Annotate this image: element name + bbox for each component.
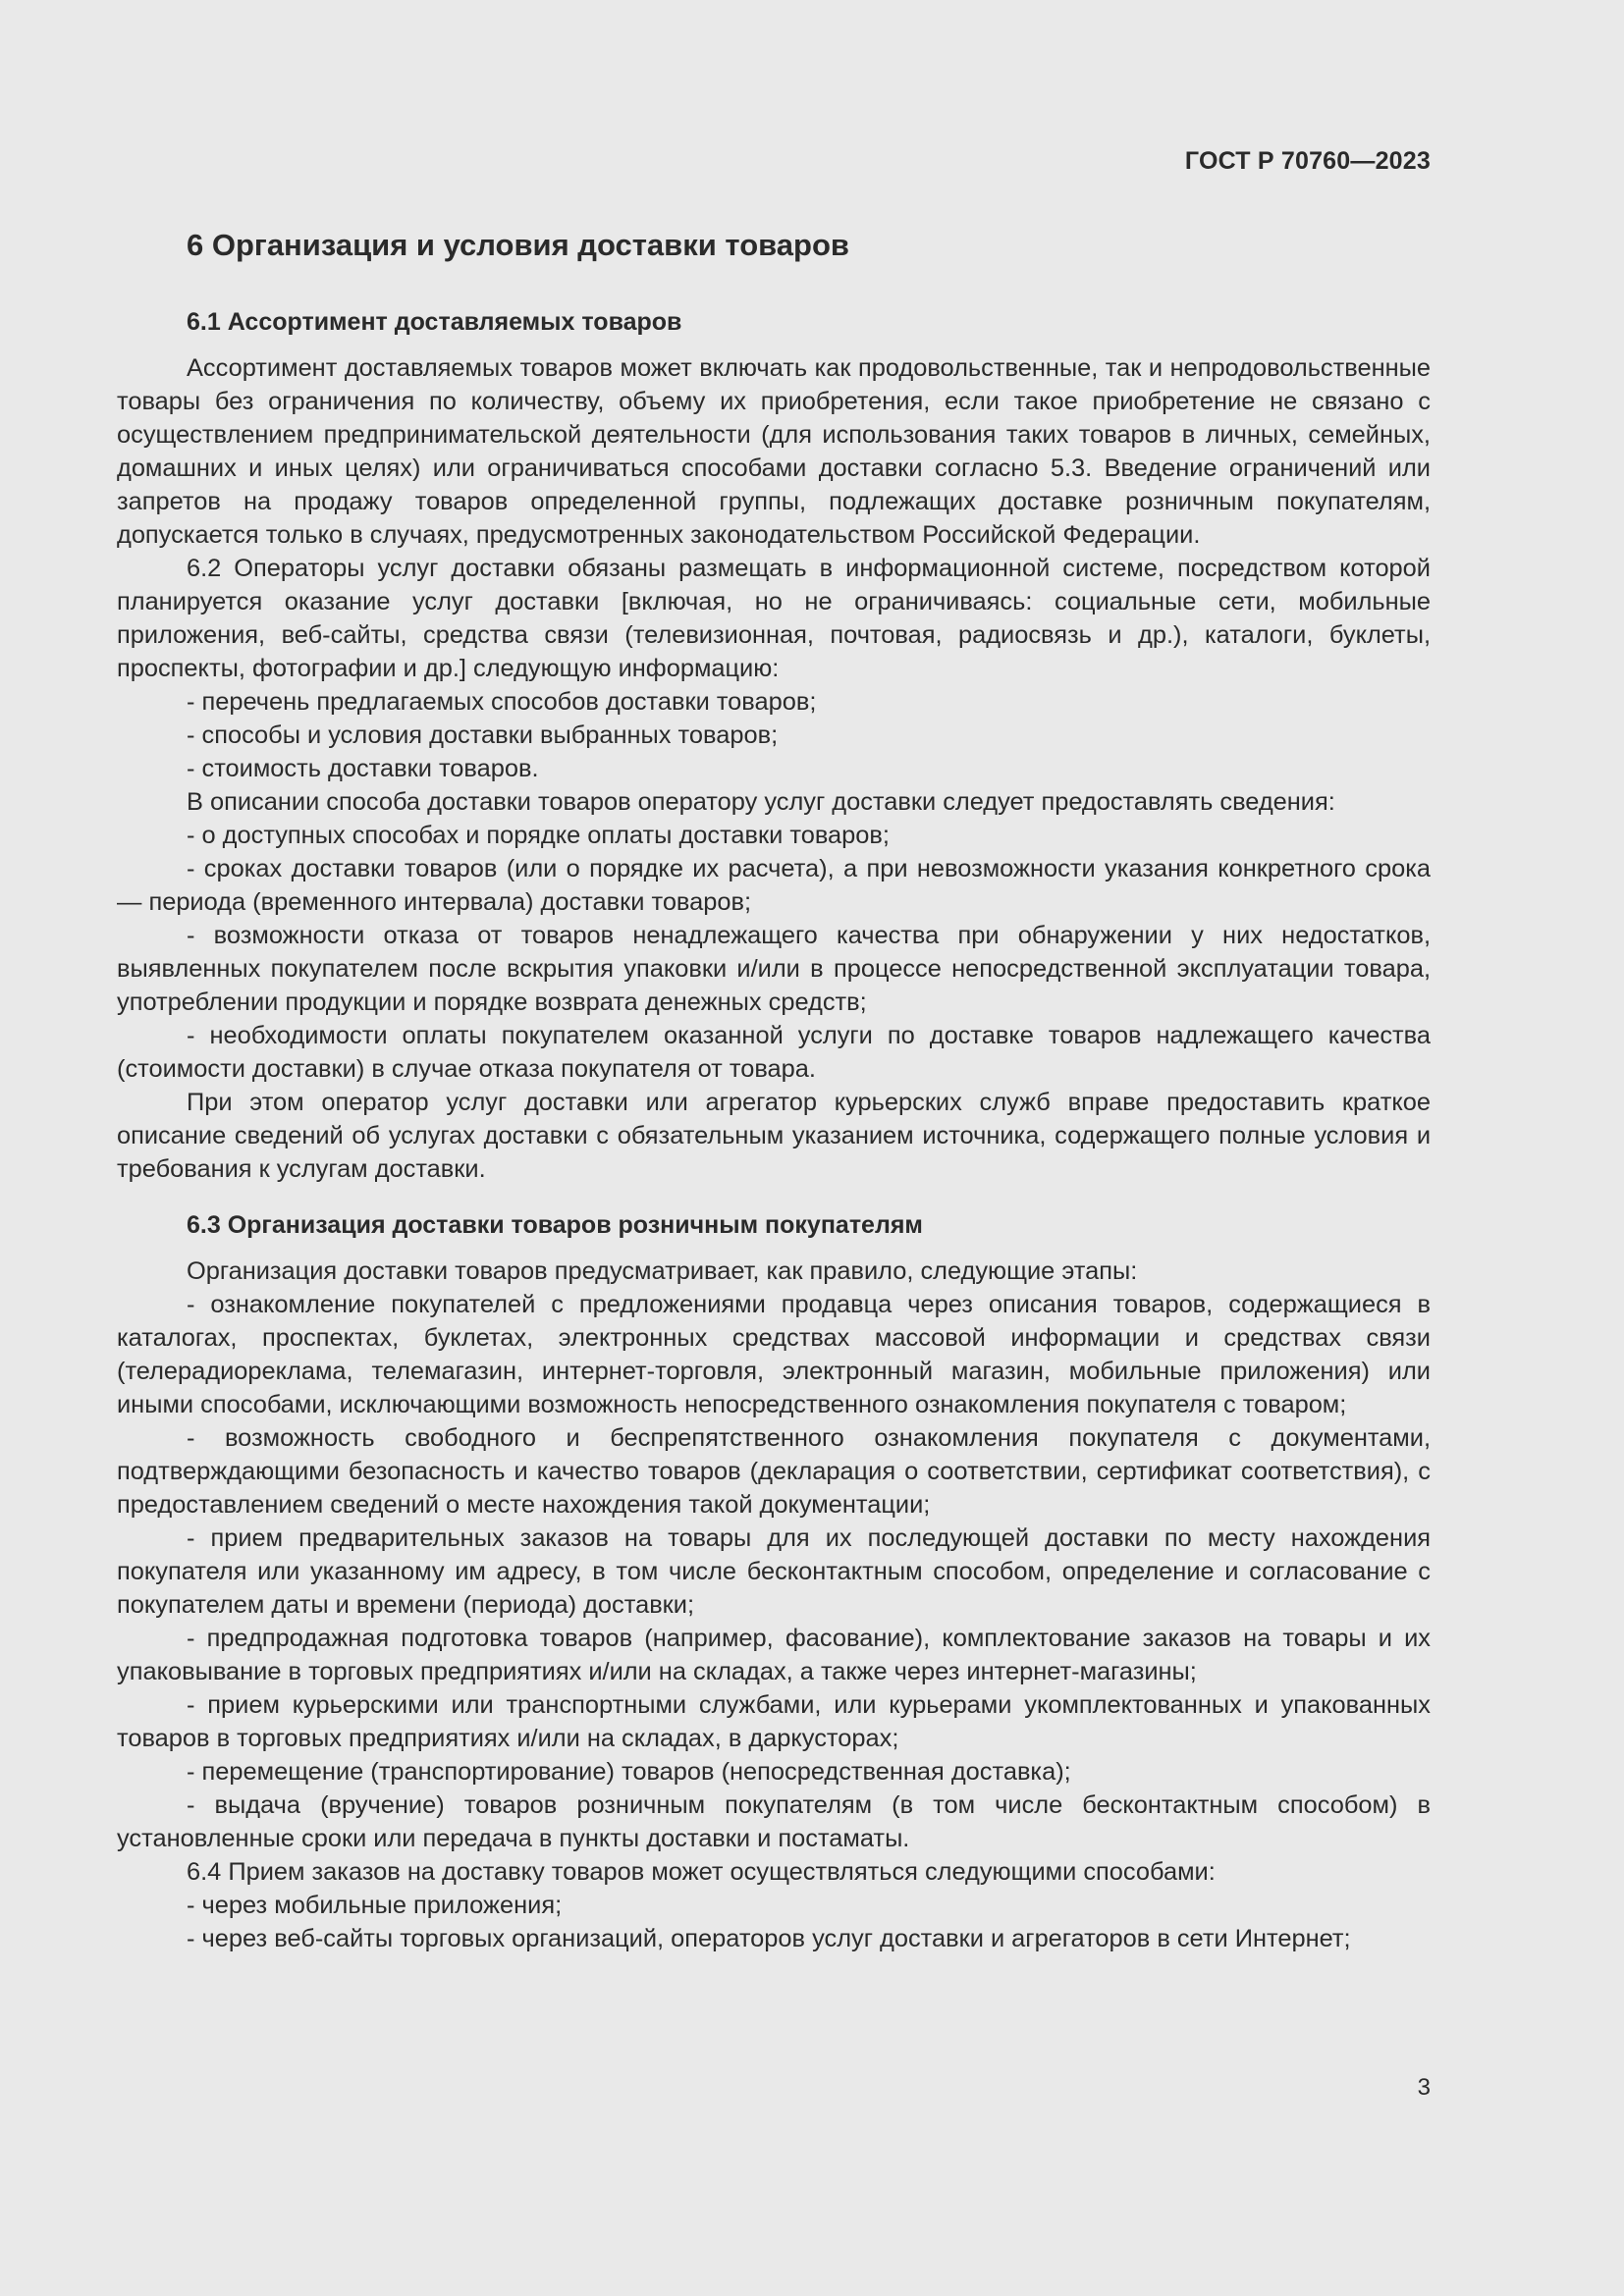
paragraph: Ассортимент доставляемых товаров может включать как продовольственные, так и непродовольственные товары без ограничения по количеству, объему их приобретения, если такое приобретение не связано с осуществлением предпринимательской деятельности (для использования таких товаров в личных, семейных, домашних и иных целях) или ограничиваться способами доставки согласно 5.3. Введение ограничений или запретов на продажу товаров определенной группы, подлежащих доставке розничным покупателям, допускается только в случаях, предусмотренных законодательством Российской Федерации. (117, 354, 1431, 549)
subsection-title: 6.3 Организация доставки товаров розничным покупателям (187, 1211, 923, 1239)
paragraph: 6.4 Прием заказов на доставку товаров может осуществляться следующими способами: (187, 1858, 1216, 1886)
list-item: - через веб-сайты торговых организаций, операторов услуг доставки и агрегаторов в сети Интернет; (187, 1925, 1351, 1952)
paragraph: Организация доставки товаров предусматривает, как правило, следующие этапы: (187, 1257, 1138, 1285)
paragraph: При этом оператор услуг доставки или агрегатор курьерских служб вправе предоставить краткое описание сведений об услугах доставки с обязательным указанием источника, содержащего полные условия и требования к услугам доставки. (117, 1089, 1431, 1183)
page-number: 3 (1417, 2074, 1431, 2101)
document-code: ГОСТ Р 70760—2023 (1184, 147, 1431, 175)
list-item: - необходимости оплаты покупателем оказанной услуги по доставке товаров надлежащего качества (стоимости доставки) в случае отказа покупателя от товара. (117, 1022, 1431, 1083)
list-item: - о доступных способах и порядке оплаты доставки товаров; (187, 822, 890, 849)
list-item: - возможность свободного и беспрепятственного ознакомления покупателя с документами, подтверждающими безопасность и качество товаров (декларация о соответствии, сертификат соответствия), с предоставлением сведений о месте нахождения такой документации; (117, 1424, 1431, 1519)
paragraph: В описании способа доставки товаров оператору услуг доставки следует предоставлять сведения: (187, 788, 1335, 816)
list-item: - перемещение (транспортирование) товаров (непосредственная доставка); (187, 1758, 1071, 1786)
section-title: 6 Организация и условия доставки товаров (187, 228, 849, 262)
subsection-title: 6.1 Ассортимент доставляемых товаров (187, 308, 682, 336)
list-item: - прием курьерскими или транспортными службами, или курьерами укомплектованных и упакованных товаров в торговых предприятиях и/или на складах, в даркусторах; (117, 1691, 1431, 1752)
list-item: - стоимость доставки товаров. (187, 755, 539, 782)
list-item: - сроках доставки товаров (или о порядке их расчета), а при невозможности указания конкретного срока — периода (временного интервала) доставки товаров; (117, 855, 1431, 916)
document-body (117, 220, 1431, 1955)
list-item: - перечень предлагаемых способов доставки товаров; (187, 688, 817, 716)
paragraph: 6.2 Операторы услуг доставки обязаны размещать в информационной системе, посредством которой планируется оказание услуг доставки [включая, но не ограничиваясь: социальные сети, мобильные приложения, веб-сайты, средства связи (телевизионная, почтовая, радиосвязь и др.), каталоги, буклеты, проспекты, фотографии и др.] следующую информацию: (117, 555, 1431, 682)
list-item: - способы и условия доставки выбранных товаров; (187, 721, 779, 749)
list-item: - возможности отказа от товаров ненадлежащего качества при обнаружении у них недостатков, выявленных покупателем после вскрытия упаковки и/или в процессе непосредственной эксплуатации товара, употреблении продукции и порядке возврата денежных средств; (117, 922, 1431, 1016)
list-item: - выдача (вручение) товаров розничным покупателям (в том числе бесконтактным способом) в установленные сроки или передача в пункты доставки и постаматы. (117, 1791, 1431, 1852)
list-item: - через мобильные приложения; (187, 1892, 563, 1919)
list-item: - ознакомление покупателей с предложениями продавца через описания товаров, содержащиеся в каталогах, проспектах, буклетах, электронных средствах массовой информации и средствах связи (телерадиореклама, телемагазин, интернет-торговля, электронный магазин, мобильные приложения) или иными способами, исключающими возможность непосредственного ознакомления покупателя с товаром; (117, 1291, 1431, 1418)
list-item: - предпродажная подготовка товаров (например, фасование), комплектование заказов на товары и их упаковывание в торговых предприятиях и/или на складах, а также через интернет-магазины; (117, 1625, 1431, 1685)
list-item: - прием предварительных заказов на товары для их последующей доставки по месту нахождения покупателя или указанному им адресу, в том числе бесконтактным способом, определение и согласование с покупателем даты и времени (периода) доставки; (117, 1524, 1431, 1619)
